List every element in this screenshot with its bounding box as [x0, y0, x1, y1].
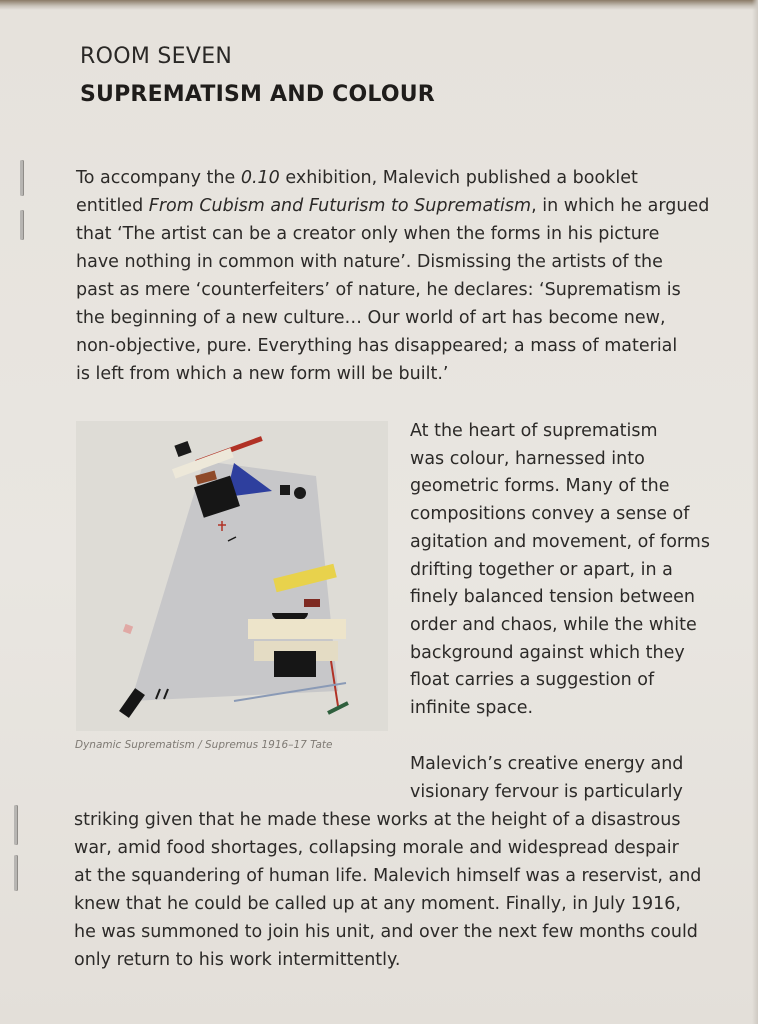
final-line: at the squandering of human life. Malevich himself was a reservist, and [74, 866, 702, 886]
side-line: order and chaos, while the white [410, 614, 697, 635]
staple-top-2 [20, 210, 23, 240]
artwork-painting-graphic [76, 421, 388, 731]
side-line: float carries a suggestion of [410, 670, 655, 691]
page-top-edge [0, 0, 758, 10]
final-line: visionary fervour is particularly [410, 782, 683, 802]
room-title: SUPREMATISM AND COLOUR [80, 82, 435, 107]
final-line: knew that he could be called up at any moment. Finally, in July 1916, [74, 894, 681, 914]
artwork-caption: Dynamic Suprematism / Supremus 1916–17 Tate [75, 739, 333, 751]
room-label: ROOM SEVEN [80, 44, 233, 69]
intro-line: past as mere ‘counterfeiters’ of nature, he declares: ‘Suprematism is [76, 280, 681, 300]
side-line: compositions convey a sense of [410, 504, 690, 525]
side-paragraph [410, 418, 720, 723]
side-line: finely balanced tension between [410, 587, 695, 608]
side-line: was colour, harnessed into [410, 448, 645, 469]
side-line: drifting together or apart, in a [410, 559, 673, 580]
staple-top [20, 160, 23, 196]
final-paragraph-body [74, 806, 724, 974]
final-line: striking given that he made these works at the height of a disastrous [74, 810, 681, 830]
side-line: At the heart of suprematism [410, 421, 658, 441]
intro-line: the beginning of a new culture… Our world of art has become new, [76, 308, 666, 328]
artwork-image [76, 421, 388, 731]
intro-line: non-objective, pure. Everything has disappeared; a mass of material [76, 336, 678, 356]
intro-line: To accompany the 0.10 exhibition, Malevich published a booklet [76, 168, 638, 188]
side-line: geometric forms. Many of the [410, 476, 670, 497]
staple-bottom [14, 805, 17, 845]
final-line: Malevich’s creative energy and [410, 754, 684, 774]
intro-line: entitled From Cubism and Futurism to Suprematism, in which he argued [76, 196, 710, 216]
final-line: war, amid food shortages, collapsing morale and widespread despair [74, 838, 679, 858]
final-line: he was summoned to join his unit, and over the next few months could [74, 922, 698, 942]
side-line: background against which they [410, 642, 685, 663]
side-line: agitation and movement, of forms [410, 531, 710, 552]
final-paragraph-lead [410, 750, 720, 806]
intro-paragraph [76, 164, 716, 388]
intro-line: have nothing in common with nature’. Dismissing the artists of the [76, 252, 663, 272]
intro-line: that ‘The artist can be a creator only when the forms in his picture [76, 224, 660, 244]
staple-bottom-2 [14, 855, 17, 891]
intro-line: is left from which a new form will be built.’ [76, 364, 449, 384]
page-right-edge [752, 0, 758, 1024]
side-line: infinite space. [410, 698, 534, 719]
final-line: only return to his work intermittently. [74, 950, 401, 970]
